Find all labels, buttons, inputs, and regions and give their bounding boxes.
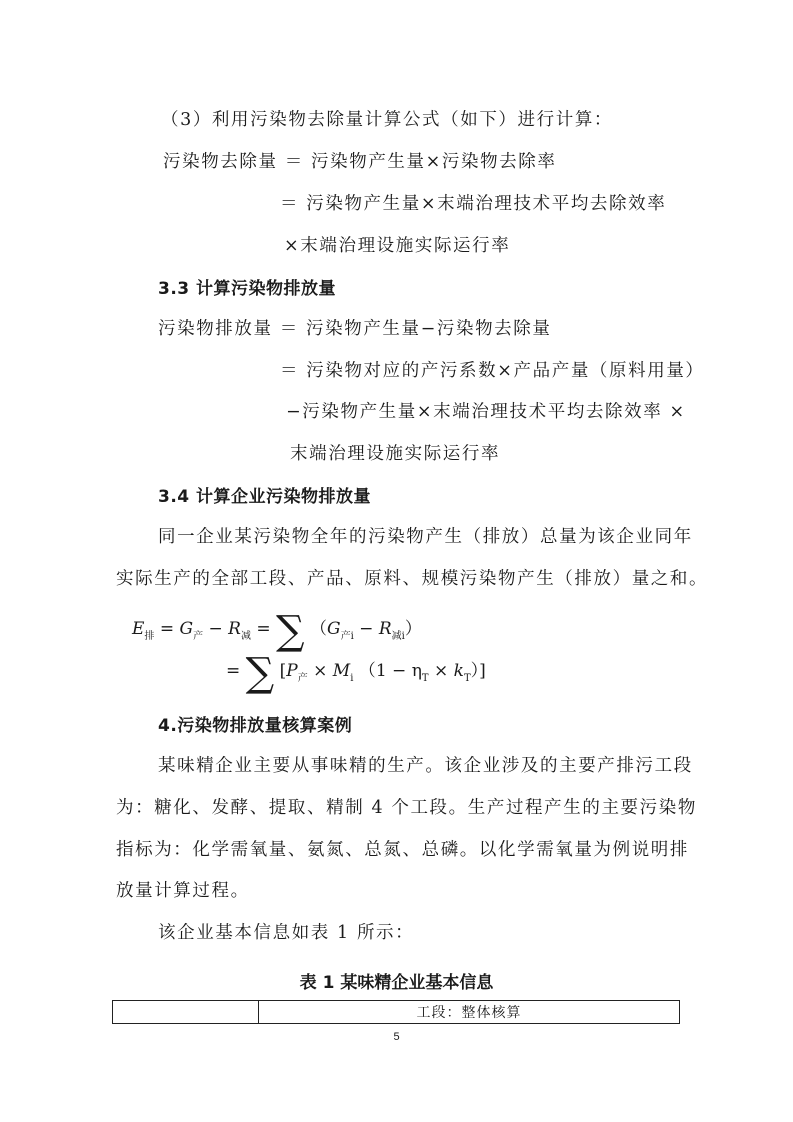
section-4-heading: 4.污染物排放量核算案例 — [158, 716, 353, 736]
enterprise-emission-formula-line-2: = ∑ [$P_产 \times M_i$ $(1 - \eta_T \times k_T)$] — [226, 650, 486, 696]
table-row — [113, 1001, 680, 1024]
removal-formula-line-1: 污染物去除量 ＝ 污染物产生量×污染物去除率 — [163, 152, 557, 172]
emission-formula-line-4: 末端治理设施实际运行率 — [290, 444, 501, 464]
emission-formula-line-2: ＝ 污染物对应的产污系数×产品产量（原料用量） — [280, 361, 705, 381]
summation-symbol: ∑ — [276, 608, 305, 654]
enterprise-emission-formula-line-1: $E_排 = G_产 - R_减$ = ∑ $(G_{产i} - R_{减i})$ — [132, 608, 422, 654]
section-3-4-heading: 3.4 计算企业污染物排放量 — [158, 487, 372, 507]
section-4-para1-line-3: 指标为：化学需氧量、氨氮、总氮、总磷。以化学需氧量为例说明排 — [116, 840, 689, 860]
table-1-title: 表 1 某味精企业基本信息 — [299, 973, 494, 993]
section-3-4-para-line-2: 实际生产的全部工段、产品、原料、规模污染物产生（排放）量之和。 — [116, 569, 709, 589]
step-3-text: （3）利用污染物去除量计算公式（如下）进行计算： — [161, 110, 614, 130]
removal-formula-line-2: ＝ 污染物产生量×末端治理技术平均去除效率 — [280, 194, 667, 214]
emission-formula-line-3: −污染物产生量×末端治理技术平均去除效率 × — [286, 402, 686, 422]
section-4-para1-line-1: 某味精企业主要从事味精的生产。该企业涉及的主要产排污工段 — [158, 756, 693, 776]
emission-formula-line-1: 污染物排放量 ＝ 污染物产生量−污染物去除量 — [158, 319, 552, 339]
section-4-para1-line-4: 放量计算过程。 — [116, 881, 250, 901]
section-4-para1-line-2: 为：糖化、发酵、提取、精制 4 个工段。生产过程产生的主要污染物 — [116, 798, 697, 818]
table-cell-section: 工段：整体核算 — [259, 1001, 680, 1024]
summation-symbol: ∑ — [245, 650, 275, 696]
table-1 — [112, 1000, 680, 1024]
section-3-4-para-line-1: 同一企业某污染物全年的污染物产生（排放）总量为该企业同年 — [158, 527, 693, 547]
section-3-3-heading: 3.3 计算污染物排放量 — [158, 279, 337, 299]
table-cell-empty — [113, 1001, 259, 1024]
page-number: 5 — [393, 1031, 400, 1043]
removal-formula-line-3: ×末端治理设施实际运行率 — [284, 236, 511, 256]
section-4-para2: 该企业基本信息如表 1 所示： — [158, 923, 415, 943]
